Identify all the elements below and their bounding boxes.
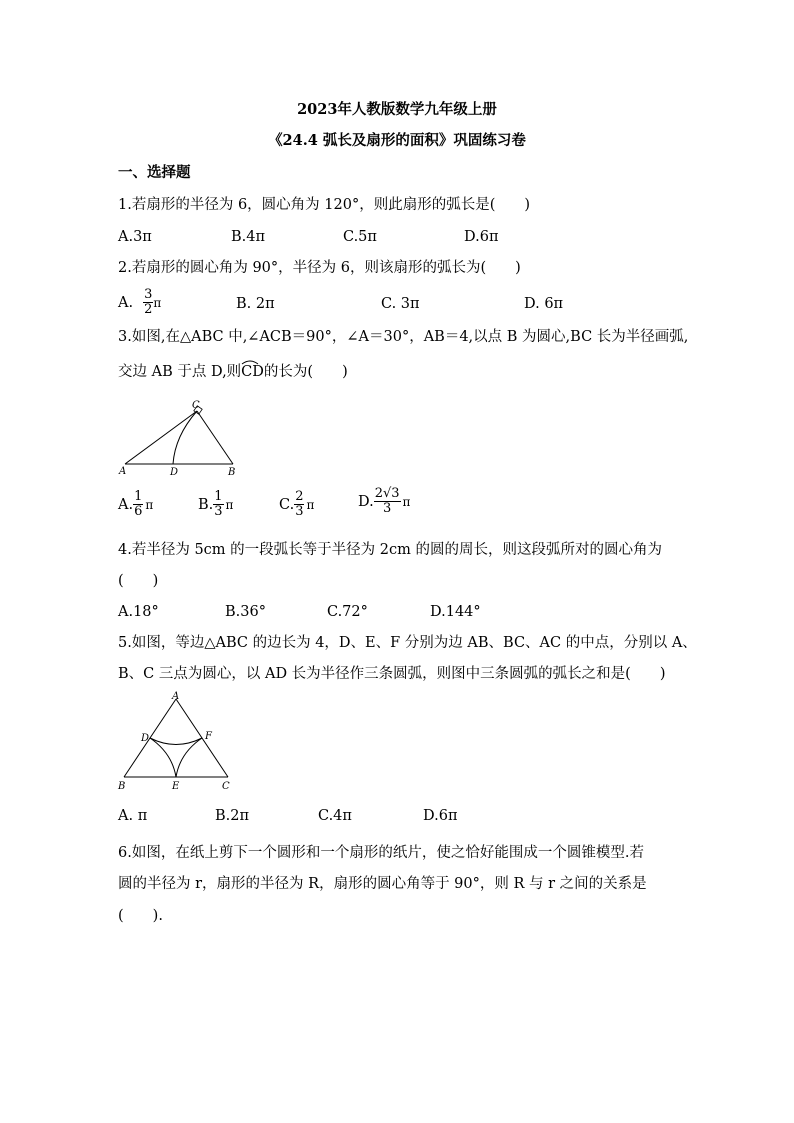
q3-stem-line2	[118, 362, 348, 382]
fraction-numerator: 2√3	[374, 486, 400, 501]
q5-option-d: D.6π	[423, 808, 458, 824]
fraction-denominator: 3	[295, 504, 304, 519]
q5-stem-line1: 5.如图，等边△ABC 的边长为 4，D、E、F 分别为边 AB、BC、AC 的中点，分别以 A、	[118, 635, 697, 651]
q4-option-a: A.18°	[118, 604, 159, 620]
q3-option-d-suffix: π	[402, 494, 411, 509]
fraction-numerator: 1	[214, 489, 223, 504]
fraction-numerator: 1	[134, 489, 143, 504]
fraction-denominator: 3	[382, 501, 392, 516]
page-subtitle: 《24.4 弧长及扇形的面积》巩固练习卷	[268, 132, 526, 149]
q3-option-a-fraction	[133, 490, 143, 519]
q2-stem: 2.若扇形的圆心角为 90°，半径为 6，则该扇形的弧长为( )	[118, 260, 521, 276]
q3-option-d-prefix: D.	[358, 493, 374, 510]
page-title: 2023年人教版数学九年级上册	[297, 101, 497, 118]
q5-label-d: D	[141, 733, 150, 744]
q1-option-d: D.6π	[464, 229, 499, 245]
q1-option-a: A.3π	[118, 229, 152, 245]
fraction-numerator: 3	[144, 287, 153, 302]
q5-option-b: B.2π	[215, 808, 250, 824]
q3-option-a	[118, 490, 153, 519]
q1-option-b: B.4π	[231, 229, 266, 245]
q3-option-b-suffix: π	[225, 497, 234, 512]
q3-option-c-suffix: π	[306, 497, 315, 512]
q3-option-a-suffix: π	[145, 497, 154, 512]
q5-label-b: B	[118, 781, 126, 792]
q6-stem-line1: 6.如图，在纸上剪下一个圆形和一个扇形的纸片，使之恰好能围成一个圆锥模型.若	[118, 845, 644, 861]
fraction-denominator: 6	[134, 504, 143, 519]
q3-option-d-fraction	[374, 487, 401, 516]
q5-label-a: A	[172, 691, 180, 702]
q3-option-d	[358, 487, 410, 516]
q2-option-b: B. 2π	[236, 296, 275, 312]
fraction-denominator: 2	[144, 302, 153, 317]
arc-cd-label: CD	[241, 364, 264, 380]
q5-stem-line2: B、C 三点为圆心，以 AD 长为半径作三条圆弧，则图中三条圆弧的弧长之和是( )	[118, 666, 666, 682]
fraction-numerator: 2	[295, 489, 304, 504]
q3-option-b-prefix: B.	[198, 496, 214, 513]
q6-stem-line2: 圆的半径为 r，扇形的半径为 R，扇形的圆心角等于 90°，则 R 与 r 之间的关系是	[118, 876, 647, 892]
arc-cd-symbol	[241, 362, 264, 382]
q3-option-b	[198, 490, 233, 519]
q3-label-d: D	[170, 467, 179, 478]
q4-option-b: B.36°	[225, 604, 266, 620]
q2-option-a-fraction	[143, 288, 153, 317]
q2-option-c: C. 3π	[381, 296, 420, 312]
q3-option-c-prefix: C.	[279, 496, 295, 513]
q3-option-b-fraction	[213, 490, 223, 519]
q3-option-c	[279, 490, 314, 519]
fraction-denominator: 3	[214, 504, 223, 519]
section-heading: 一、选择题	[118, 164, 191, 181]
q5-label-f: F	[205, 731, 212, 742]
q5-option-a: A. π	[118, 808, 148, 824]
q1-option-c: C.5π	[343, 229, 377, 245]
q3-label-b: B	[228, 467, 236, 478]
q2-option-a-prefix: A.	[118, 294, 134, 311]
q3-triangle-figure	[115, 398, 255, 478]
q3-stem-prefix: 交边 AB 于点 D,则	[118, 364, 242, 380]
q6-stem-line3: ( ).	[118, 908, 163, 924]
q5-label-e: E	[172, 781, 180, 792]
q3-stem-line1: 3.如图,在△ABC 中,∠ACB＝90°，∠A＝30°，AB＝4,以点 B 为圆心,BC 长为半径画弧,	[118, 329, 689, 345]
q2-option-d: D. 6π	[524, 296, 564, 312]
q4-option-d: D.144°	[430, 604, 481, 620]
q3-stem-suffix: 的长为( )	[263, 364, 348, 380]
q5-label-c: C	[222, 781, 230, 792]
q4-stem-line1: 4.若半径为 5cm 的一段弧长等于半径为 2cm 的圆的周长，则这段弧所对的圆心角为	[118, 542, 662, 558]
q1-stem: 1.若扇形的半径为 6，圆心角为 120°，则此扇形的弧长是( )	[118, 197, 531, 213]
q4-option-c: C.72°	[327, 604, 368, 620]
q5-option-c: C.4π	[318, 808, 352, 824]
q5-equilateral-figure	[116, 691, 246, 793]
q2-option-a-suffix: π	[153, 295, 162, 310]
q2-option-a	[118, 288, 161, 317]
q3-option-a-prefix: A.	[118, 496, 134, 513]
q4-stem-line2: ( )	[118, 573, 159, 589]
q3-label-a: A	[119, 466, 127, 477]
q3-label-c: C	[192, 400, 200, 411]
q3-option-c-fraction	[294, 490, 304, 519]
arc-mark-icon	[241, 359, 259, 365]
